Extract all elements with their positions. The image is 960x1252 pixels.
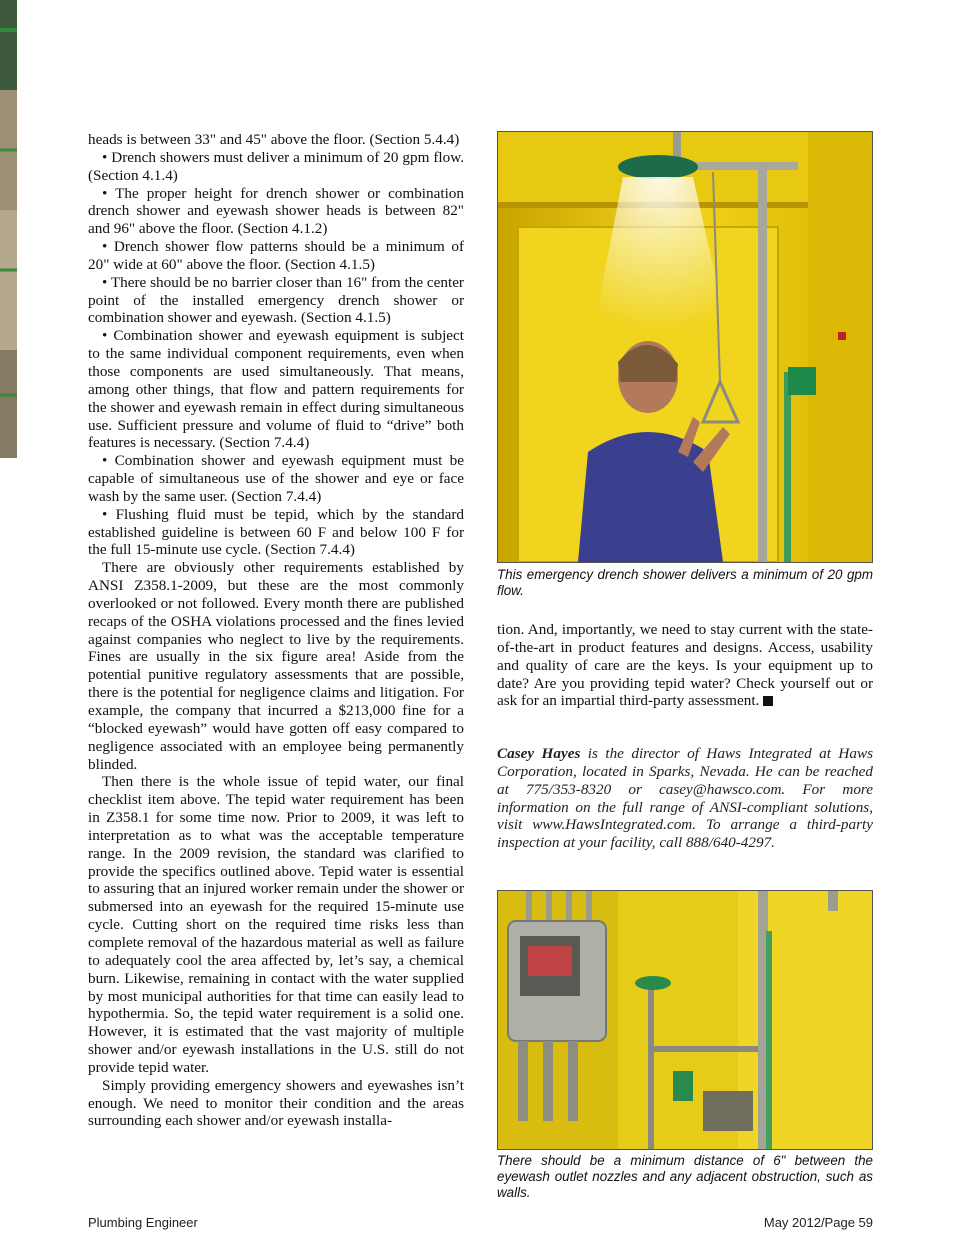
top-photo-caption: This emergency drench shower delivers a minimum of 20 gpm flow.: [497, 567, 873, 598]
body-paragraph: There are obviously other requirements established by ANSI Z358.1-2009, but these are the most commonly overlooked or not followed. Every month there are published recaps of the OSHA violations processed and the fines levied against companies who neglect to live by the requirements. Fines are usually in the six figure area! Aside from the potential punitive regulatory assessments that are possible, there is the potential for negligence claims and litigation. For example, the company that incurred a $213,000 fine for a “blocked eyewash” would have gotten off easy compared to negligence associated with an employee being permanently blinded.: [88, 559, 464, 773]
end-of-article-mark: [763, 696, 773, 706]
drench-shower-photo: [497, 131, 873, 563]
body-paragraph: Then there is the whole issue of tepid water, our final checklist item above. The tepid water requirement has been in Z358.1 for some time now. Prior to 2009, it was left to interpretation as to what was the acceptable temperature range. In the 2009 revision, the standard was clarified to provide the specifics outlined above. Tepid water is essential to assuring that an injured worker remain under the shower or submersed into an eyewash for the required 15-minute use cycle. Cutting short on the required time risks less than complete removal of the hazardous material as well as failure to adequately cool the area affected by, let’s say, a chemical burn. Likewise, remaining in contact with the water supplied by most municipal authorities for that time can easily lead to hypothermia. So, the tepid water requirement is a solid one. However, it is estimated that the vast majority of multiple shower and/or eyewash installations in the U.S. still do not provide tepid water.: [88, 773, 464, 1076]
body-paragraph: • Drench showers must deliver a minimum of 20 gpm flow. (Section 4.1.4): [88, 148, 464, 184]
bottom-photo-caption: There should be a minimum distance of 6" between the eyewash outlet nozzles and any adjacent obstruction, such as walls.: [497, 1153, 873, 1200]
body-paragraph: • The proper height for drench shower or combination drench shower and eyewash shower heads is between 82" and 96" above the floor. (Section 4.1.2): [88, 184, 464, 238]
article-right-column: [497, 621, 873, 710]
body-paragraph: Simply providing emergency showers and eyewashes isn’t enough. We need to monitor their condition and the areas surrounding each shower and/or eyewash installa-: [88, 1076, 464, 1130]
body-paragraph: heads is between 33" and 45" above the floor. (Section 5.4.4): [88, 131, 460, 148]
body-paragraph: • There should be no barrier closer than 16" from the center point of the installed emergency drench shower or combination shower and eyewash. (Section 4.1.5): [88, 273, 464, 327]
footer-publication: Plumbing Engineer: [88, 1215, 198, 1230]
footer-page-number: May 2012/Page 59: [763, 1215, 873, 1230]
adjacent-page-photo-edge: [0, 0, 17, 458]
body-paragraph: • Combination shower and eyewash equipment must be capable of simultaneous use of the shower and eye or face wash by the same user. (Section 7.4.4): [88, 452, 464, 505]
eyewash-photo: [497, 890, 873, 1150]
article-left-column: [88, 131, 464, 1130]
body-paragraph: • Combination shower and eyewash equipment is subject to the same individual component requirements, even when those components are used simultaneously. That means, among other things, that flow and pattern requirements for the shower and eyewash remain in effect during simultaneous use. Sufficient pressure and volume of fluid to “drive” both features is necessary. (Section 7.4.4): [88, 327, 464, 452]
author-name: Casey Hayes: [497, 745, 581, 762]
body-paragraph: • Flushing fluid must be tepid, which by the standard established guideline is between 60 F and below 100 F for the full 15-minute use cycle. (Section 7.4.4): [88, 505, 464, 559]
author-bio-text: is the director of Haws Integrated at Haws Corporation, located in Sparks, Nevada. He can be reached at 775/353-8320 or casey@hawsco.com. For more information on the full range of ANSI-compliant solutions, visit www.HawsIntegrated.com. To arrange a third-party inspection at your facility, call 888/640-4297.: [497, 745, 873, 852]
author-bio: [497, 745, 873, 852]
body-paragraph: • Drench shower flow patterns should be a minimum of 20" wide at 60" above the floor. (Section 4.1.5): [88, 238, 464, 273]
closing-paragraph: tion. And, importantly, we need to stay current with the state-of-the-art in product features and designs. Access, usability and quality of care are the keys. Is your equipment up to date? Are you providing tepid water? Check yourself out or ask for an impartial third-party assessment.: [497, 621, 873, 710]
